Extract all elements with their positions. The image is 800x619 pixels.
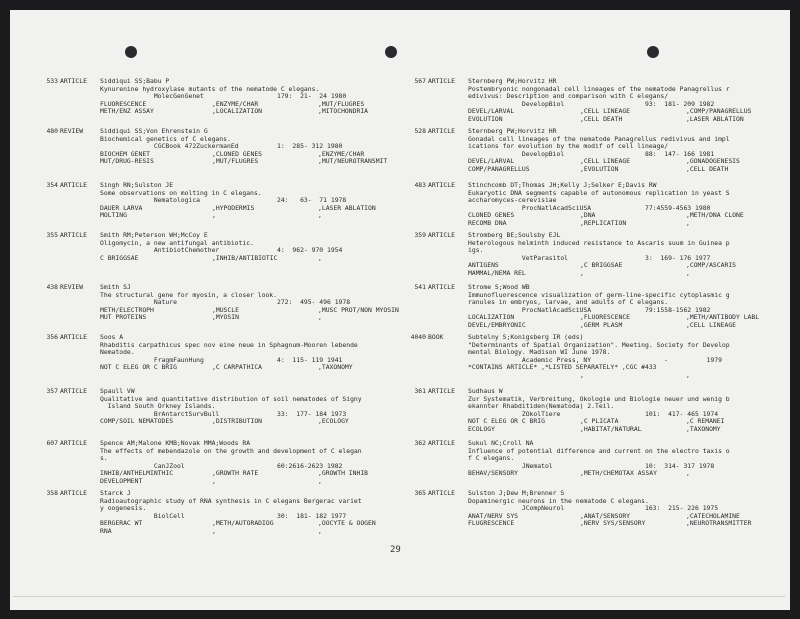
entry-number: 533	[46, 77, 58, 85]
index-term: ANAT/NERV SYS	[468, 512, 519, 520]
entry-source: Nematologica 24: 63- 71 1978	[100, 197, 347, 205]
index-term: INHIB/ANTHELMINTHIC	[100, 470, 174, 478]
index-term: ,METH/CHEMOTAX ASSAY	[580, 470, 657, 478]
index-terms-row	[100, 307, 406, 315]
index-term: DEVEL/EMBRYONIC	[468, 321, 526, 329]
entry-header	[414, 127, 774, 136]
index-term: BEHAV/SENSORY	[468, 470, 519, 478]
index-term: ,FLUORESCENCE	[580, 314, 631, 322]
index-term: ,	[580, 371, 584, 379]
index-terms-row	[468, 418, 774, 426]
index-term: ,ECOLOGY	[318, 418, 349, 426]
entry-header	[414, 231, 774, 240]
entry-header	[46, 439, 406, 448]
citation-entry	[414, 181, 774, 228]
entry-authors: Subtelny S;Konigsberg IR (eds)	[468, 333, 584, 341]
entry-authors: Stinchcomb DT;Thomas JH;Kelly J;Selker E;Davis RW	[468, 181, 657, 189]
entry-header	[46, 387, 406, 396]
index-term: ,	[686, 371, 690, 379]
entry-title-line: The effects of mebendazole on the growth and development of C elegan	[100, 447, 362, 455]
index-term: METH/ENZ ASSAY	[100, 108, 154, 116]
index-term: ,	[318, 212, 322, 220]
index-term: BERGERAC WT	[100, 520, 143, 528]
citation-entry	[414, 231, 774, 278]
entry-number: 567	[414, 77, 426, 85]
entry-authors: Strome S;Wood WB	[468, 283, 530, 291]
index-terms-row	[100, 108, 406, 116]
index-term: ,NERV SYS/SENSORY	[580, 520, 646, 528]
entry-header	[414, 489, 774, 498]
entry-header	[46, 283, 406, 292]
index-term: ,TAXONOMY	[686, 425, 721, 433]
entry-title-line: y oogenesis.	[100, 505, 147, 513]
entry-source: FragmFaunHung 4: 115- 119 1941	[100, 356, 343, 364]
entry-title-line: Influence of potential difference and current on the electro taxis o	[468, 447, 730, 455]
index-term: ,MUT/FLUGRES	[212, 158, 259, 166]
entry-authors: Smith RM;Peterson WH;McCoy E	[100, 231, 208, 239]
index-term: ,	[212, 527, 216, 535]
index-term: ,	[318, 477, 322, 485]
index-term: ,	[686, 219, 690, 227]
entry-type: ARTICLE	[60, 489, 87, 497]
index-term: ,MITOCHONDRIA	[318, 108, 369, 116]
entry-source: Nature 272: 495- 496 1978	[100, 299, 351, 307]
entry-title-line: The structural gene for myosin, a closer look.	[100, 291, 277, 299]
index-term: ,HABITAT/NATURAL	[580, 425, 642, 433]
entry-number: 359	[414, 231, 426, 239]
entry-title-line: edivivus: Description and comparison with C elegans/	[468, 93, 669, 101]
index-terms-row	[100, 255, 406, 263]
index-term: ,HYPODERMIS	[212, 204, 255, 212]
entry-title-line: Zur Systematik, Verbreitung, Okologie und Biologie neuer und wenig b	[468, 395, 730, 403]
entry-source: ProcNatlAcadSciUSA 77:4559-4563 1980	[468, 204, 711, 212]
entry-source: DevelopBiol 93: 181- 209 1982	[468, 100, 715, 108]
entry-header	[46, 181, 406, 190]
index-term: ,C REMANEI	[686, 418, 725, 426]
entry-source: VetParasitol 3: 169- 176 1977	[468, 254, 711, 262]
entry-title-line: ekannter Rhabditiden(Nematoda) 2.Teil.	[468, 403, 615, 411]
entry-title-line: Immunofluorescence visualization of germ-line-specific cytoplasmic g	[468, 291, 730, 299]
index-term: NOT C ELEG OR C BRIG	[468, 418, 545, 426]
index-term: MUT PROTEINS	[100, 314, 147, 322]
entry-type: ARTICLE	[60, 77, 87, 85]
entry-authors: Spence AM;Malone KMB;Novak MMA;Woods RA	[100, 439, 251, 447]
index-term: ,GROWTH RATE	[212, 470, 259, 478]
index-term: ,CELL LINEAGE	[580, 108, 631, 116]
entry-number: 528	[414, 127, 426, 135]
entry-authors: Siddiqui SS;Babu P	[100, 77, 170, 85]
index-term: ,LOCALIZATION	[212, 108, 263, 116]
entry-authors: Sternberg PW;Horvitz HR	[468, 77, 557, 85]
index-term: ,	[318, 527, 322, 535]
entry-authors: Starck J	[100, 489, 131, 497]
index-term: ,ENZYME/CHAR	[212, 100, 259, 108]
index-term: ,	[212, 212, 216, 220]
entry-authors: Sulston J;Dew M;Brenner S	[468, 489, 565, 497]
index-term: ,	[580, 269, 584, 277]
index-term: COMP/SOIL NEMATODES	[100, 418, 174, 426]
index-term: ,MUSC PROT/NON MYOSIN	[318, 306, 399, 314]
entry-source: CGCBook 472ZuckermanEd 1: 285- 312 1980	[100, 143, 343, 151]
entry-title-line: mental Biology. Madison WI June 1978.	[468, 349, 611, 357]
index-term: ECOLOGY	[468, 425, 495, 433]
entry-type: ARTICLE	[60, 333, 87, 341]
index-term: ,EVOLUTION	[580, 165, 619, 173]
entry-type: ARTICLE	[428, 387, 455, 395]
entry-number: 358	[46, 489, 58, 497]
entry-type: ARTICLE	[428, 127, 455, 135]
entry-header	[414, 181, 774, 190]
index-terms-row	[468, 262, 774, 270]
citation-entry	[46, 439, 406, 486]
entry-title-line: "Determinants of Spatial Organization". Meeting. Society for Develop	[468, 341, 730, 349]
entry-source: ProcNatlAcadSciUSA 79:1558-1562 1982	[468, 306, 711, 314]
index-terms-row	[468, 270, 774, 278]
entry-header	[46, 77, 406, 86]
citation-entry	[414, 283, 774, 330]
index-term: ,CELL DEATH	[686, 165, 729, 173]
entry-number: 354	[46, 181, 58, 189]
entry-type: ARTICLE	[428, 181, 455, 189]
entry-type: ARTICLE	[60, 387, 87, 395]
entry-title-line: Kynurenine hydroxylase mutants of the nematode C elegans.	[100, 85, 320, 93]
index-term: ,	[318, 314, 322, 322]
index-term: ,METH/DNA CLONE	[686, 212, 744, 220]
index-terms-row	[100, 418, 406, 426]
entry-header	[46, 489, 406, 498]
index-term: ANTIGENS	[468, 262, 499, 270]
index-term: ,C CARPATHICA	[212, 364, 263, 372]
index-term: ,C BRIGGSAE	[580, 262, 623, 270]
index-terms-row	[100, 364, 406, 372]
entry-title-line: Some observations on molting in C elegans.	[100, 189, 262, 197]
citation-entry	[46, 283, 406, 322]
entry-source: JCompNeurol 163: 215- 226 1975	[468, 505, 719, 513]
index-term: ,C PLICATA	[580, 418, 619, 426]
entry-source: CanJZool 60:2616-2623 1982	[100, 462, 343, 470]
index-term: ,INHIB/ANTIBIOTIC	[212, 254, 278, 262]
index-term: DAUER LARVA	[100, 204, 143, 212]
index-term: ,ANAT/SENSORY	[580, 512, 631, 520]
entry-number: 607	[46, 439, 58, 447]
index-term: DEVEL/LARVAL	[468, 158, 515, 166]
index-term: ,	[318, 254, 322, 262]
index-term: ,COMP/PANAGRELLUS	[686, 108, 752, 116]
entry-title-line: s.	[100, 455, 108, 463]
entry-number: 541	[414, 283, 426, 291]
index-term: NOT C ELEG OR C BRIG	[100, 364, 177, 372]
entry-type: ARTICLE	[428, 439, 455, 447]
index-terms-row	[468, 513, 774, 521]
binder-hole	[125, 46, 137, 58]
index-term: COMP/PANAGRELLUS	[468, 165, 530, 173]
entry-type: REVIEW	[60, 283, 84, 291]
entry-number: 356	[46, 333, 58, 341]
entry-authors: Smith SJ	[100, 283, 131, 291]
entry-authors: Stromberg BE;Soulsby EJL	[468, 231, 561, 239]
citation-entry	[46, 231, 406, 262]
index-term: ,DNA	[580, 212, 596, 220]
entry-source: AntibiotChemother 4: 962- 970 1954	[100, 247, 343, 255]
index-term: C BRIGGSAE	[100, 254, 139, 262]
index-terms-row	[468, 212, 774, 220]
citation-entry	[46, 127, 406, 166]
entry-title-line: accharomyces-cerevisiae	[468, 197, 557, 205]
index-term: EVOLUTION	[468, 115, 503, 123]
index-term: RECOMB DNA	[468, 219, 507, 227]
index-term: ,LASER ABLATION	[686, 115, 744, 123]
index-term: METH/ELECTROPH	[100, 306, 154, 314]
citation-entry	[414, 489, 774, 528]
entry-authors: Sukul NC;Croll NA	[468, 439, 534, 447]
entry-authors: Spaull VW	[100, 387, 135, 395]
entry-authors: Siddiqui SS;Von Ehrenstein G	[100, 127, 208, 135]
index-term: ,MUT/NEUROTRANSMIT	[318, 158, 388, 166]
entry-header	[46, 333, 406, 342]
index-term: ,NEUROTRANSMITTER	[686, 520, 752, 528]
entry-source: *CONTAINS ARTICLE* ,*LISTED SEPARATELY* ,CGC #433	[468, 364, 657, 372]
index-terms-row	[100, 205, 406, 213]
index-terms-row	[468, 322, 774, 330]
citation-entry	[414, 387, 774, 434]
entry-source: BrAntarctSurvBull 33: 177- 184 1973	[100, 410, 347, 418]
entry-source: ZOkolTiere 101: 417- 465 1974	[468, 410, 719, 418]
entry-source: JNematol 10: 314- 317 1978	[468, 462, 715, 470]
index-terms-row	[100, 528, 406, 536]
citation-entry	[46, 77, 406, 116]
citation-entry	[46, 333, 406, 372]
index-term: ,	[212, 477, 216, 485]
index-term: ,OOCYTE & OOGEN	[318, 520, 376, 528]
entry-title-line: Nematode.	[100, 349, 135, 357]
index-terms-row	[468, 314, 774, 322]
index-terms-row	[100, 158, 406, 166]
entry-title-line: ications for evolution by the modif of cell lineage/	[468, 143, 669, 151]
bottom-rule	[13, 596, 785, 597]
index-term: ,CELL DEATH	[580, 115, 623, 123]
index-term: ,	[686, 470, 690, 478]
index-term: ,MUSCLE	[212, 306, 239, 314]
entry-title-line: Heterologous helminth induced resistance to Ascaris suum in Guinea p	[468, 239, 730, 247]
index-term: ,GERM PLASM	[580, 321, 623, 329]
binder-hole	[385, 46, 397, 58]
index-term: ,GROWTH INHIB	[318, 470, 369, 478]
entry-number: 365	[414, 489, 426, 497]
index-term: ,CATECHOLAMINE	[686, 512, 740, 520]
index-term: ,CLONED GENES	[212, 150, 263, 158]
entry-authors: Sternberg PW;Horvitz HR	[468, 127, 557, 135]
entry-number: 483	[414, 181, 426, 189]
citation-entry	[46, 181, 406, 220]
entry-title-line: Qualitative and quantitative distribution of soil nematodes of Signy	[100, 395, 362, 403]
entry-title-line: igs.	[468, 247, 484, 255]
entry-title-line: Dopaminergic neurons in the nematode C elegans.	[468, 497, 649, 505]
entry-source: BiolCell 30: 181- 182 1977	[100, 512, 347, 520]
entry-number: 357	[46, 387, 58, 395]
citation-entry	[414, 127, 774, 174]
citation-entry	[46, 387, 406, 426]
index-terms-row	[100, 314, 406, 322]
entry-title-line: Radioautographic study of RNA synthesis in C elegans Bergerac variet	[100, 497, 362, 505]
entry-authors: Soos A	[100, 333, 124, 341]
entry-header	[46, 127, 406, 136]
index-term: ,CELL LINEAGE	[580, 158, 631, 166]
entry-title-line: Island South Orkney Islands.	[100, 403, 216, 411]
index-term: ,REPLICATION	[580, 219, 627, 227]
page-number: 29	[390, 545, 401, 555]
index-terms-row	[100, 520, 406, 528]
entry-authors: Singh RN;Sulston JE	[100, 181, 174, 189]
index-terms-row	[468, 166, 774, 174]
index-term: ,MUT/FLUGRES	[318, 100, 365, 108]
index-term: ,GONADOGENESIS	[686, 158, 740, 166]
index-term: DEVELOPMENT	[100, 477, 143, 485]
entry-title-line: Rhabditis carpathicus spec nov eine neue in Sphagnum-Mooren lebende	[100, 341, 358, 349]
citation-entry	[46, 489, 406, 536]
entry-type: ARTICLE	[428, 283, 455, 291]
citation-entry	[414, 439, 774, 478]
entry-title-line: Gonadal cell lineages of the nematode Panagrellus redivivus and impl	[468, 135, 730, 143]
entry-number: 361	[414, 387, 426, 395]
entry-type: ARTICLE	[60, 181, 87, 189]
entry-header	[414, 439, 774, 448]
entry-authors: Sudhaus W	[468, 387, 503, 395]
binder-hole	[647, 46, 659, 58]
index-terms-row	[468, 108, 774, 116]
entry-number: 480	[46, 127, 58, 135]
entry-header	[410, 333, 774, 342]
index-term: ,METH/ANTIBODY LABL	[686, 314, 760, 322]
index-term: MOLTING	[100, 212, 127, 220]
index-term: FLUGRESCENCE	[468, 520, 515, 528]
index-term: MAMMAL/NEMA REL	[468, 269, 526, 277]
index-term: DEVEL/LARVAL	[468, 108, 515, 116]
index-terms-row	[468, 426, 774, 434]
index-term: RNA	[100, 527, 112, 535]
index-term: ,COMP/ASCARIS	[686, 262, 737, 270]
entry-number: 355	[46, 231, 58, 239]
entry-header	[414, 77, 774, 86]
entry-number: 362	[414, 439, 426, 447]
document-page	[10, 10, 790, 610]
entry-source: MolecGenGenet 179: 21- 24 1980	[100, 93, 347, 101]
entry-type: ARTICLE	[428, 489, 455, 497]
entry-title-line: Postembryonic nongonadal cell lineages of the nematode Panagrellus r	[468, 85, 730, 93]
entry-header	[414, 283, 774, 292]
index-terms-row	[468, 158, 774, 166]
entry-type: ARTICLE	[60, 439, 87, 447]
entry-title-line: f C elegans.	[468, 455, 515, 463]
index-term: CLONED GENES	[468, 212, 515, 220]
entry-title-line: Academic Press, NY - 1979	[468, 356, 722, 364]
index-term: MUT/DRUG-RESIS	[100, 158, 154, 166]
index-terms-row	[100, 151, 406, 159]
index-terms-row	[100, 470, 406, 478]
index-term: ,CELL LINEAGE	[686, 321, 737, 329]
index-terms-row	[468, 116, 774, 124]
index-term: ,	[686, 269, 690, 277]
entry-header	[46, 231, 406, 240]
index-terms-row	[100, 101, 406, 109]
citation-entry	[414, 77, 774, 124]
index-terms-row	[468, 520, 774, 528]
entry-number: 4040	[410, 333, 426, 341]
index-term: LOCALIZATION	[468, 314, 515, 322]
index-terms-row	[468, 220, 774, 228]
index-term: ,DISTRIBUTION	[212, 418, 263, 426]
index-term: BIOCHEM GENET	[100, 150, 151, 158]
entry-title-line: Eukaryotic DNA segments capable of autonomous replication in yeast S	[468, 189, 730, 197]
index-term: ,TAXONOMY	[318, 364, 353, 372]
entry-type: ARTICLE	[428, 231, 455, 239]
index-terms-row	[468, 372, 774, 380]
index-terms-row	[100, 478, 406, 486]
entry-header	[414, 387, 774, 396]
index-term: ,LASER ABLATION	[318, 204, 376, 212]
entry-title-line: Biochemical genetics of C elegans.	[100, 135, 231, 143]
index-term: FLUORESCENCE	[100, 100, 147, 108]
citation-entry	[410, 333, 774, 380]
entry-type: BOOK	[428, 333, 444, 341]
entry-type: REVIEW	[60, 127, 84, 135]
index-term: ,ENZYME/CHAR	[318, 150, 365, 158]
index-terms-row	[100, 212, 406, 220]
entry-type: ARTICLE	[428, 77, 455, 85]
entry-title-line: Oligomycin, a new antifungal antibiotic.	[100, 239, 254, 247]
index-term: ,METH/AUTORADIOG	[212, 520, 274, 528]
entry-type: ARTICLE	[60, 231, 87, 239]
entry-source: DevelopBiol 88: 147- 166 1981	[468, 150, 715, 158]
index-terms-row	[468, 470, 774, 478]
entry-number: 438	[46, 283, 58, 291]
entry-title-line: ranules in embryos, larvae, and adults of C elegans.	[468, 299, 669, 307]
index-term: ,MYOSIN	[212, 314, 239, 322]
